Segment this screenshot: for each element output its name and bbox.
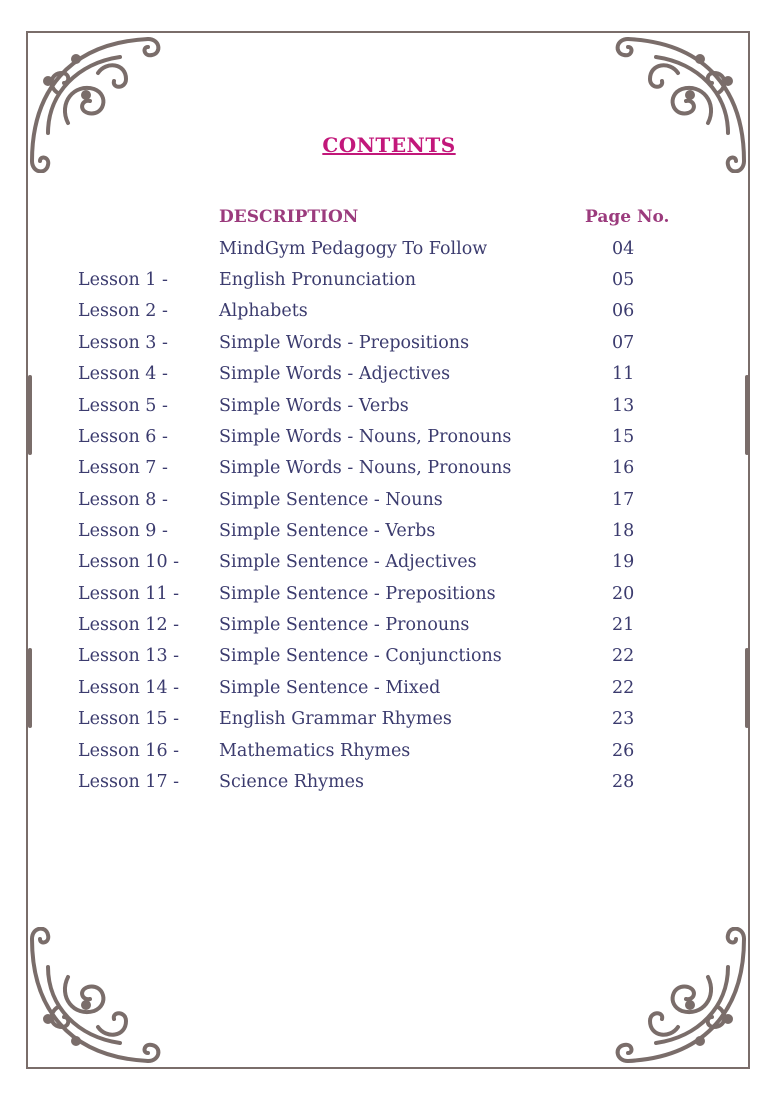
swirl-ornament-icon [28, 927, 168, 1067]
page-border [26, 31, 750, 1069]
contents-row [0, 427, 778, 455]
lesson-description: MindGym Pedagogy To Follow [219, 239, 488, 259]
lesson-description: English Grammar Rhymes [219, 709, 452, 729]
lesson-label: Lesson 11 - [78, 584, 180, 604]
page-number: 28 [612, 772, 635, 792]
contents-row [0, 490, 778, 518]
lesson-description: Simple Words - Adjectives [219, 364, 451, 384]
lesson-label: Lesson 10 - [78, 552, 180, 572]
contents-row [0, 239, 778, 267]
page-number: 21 [612, 615, 635, 635]
page-title: CONTENTS [322, 133, 456, 157]
lesson-label: Lesson 2 - [78, 301, 168, 321]
page-number: 16 [612, 458, 635, 478]
page-number: 13 [612, 396, 635, 416]
lesson-description: Simple Sentence - Pronouns [219, 615, 470, 635]
lesson-label: Lesson 9 - [78, 521, 168, 541]
lesson-description: Alphabets [219, 301, 308, 321]
contents-row [0, 301, 778, 329]
lesson-description: Simple Sentence - Nouns [219, 490, 443, 510]
lesson-description: English Pronunciation [219, 270, 417, 290]
lesson-description: Mathematics Rhymes [219, 741, 411, 761]
lesson-label: Lesson 15 - [78, 709, 180, 729]
contents-row [0, 646, 778, 674]
lesson-label: Lesson 1 - [78, 270, 168, 290]
lesson-description: Simple Sentence - Conjunctions [219, 646, 502, 666]
lesson-label: Lesson 12 - [78, 615, 180, 635]
contents-row [0, 709, 778, 737]
swirl-ornament-icon [608, 927, 748, 1067]
lesson-label: Lesson 7 - [78, 458, 168, 478]
lesson-description: Science Rhymes [219, 772, 364, 792]
contents-row [0, 741, 778, 769]
page-number: 07 [612, 333, 635, 353]
page-number: 15 [612, 427, 635, 447]
contents-row [0, 364, 778, 392]
lesson-label: Lesson 13 - [78, 646, 180, 666]
contents-row [0, 552, 778, 580]
page-number: 18 [612, 521, 635, 541]
page-number: 06 [612, 301, 635, 321]
contents-row [0, 584, 778, 612]
lesson-description: Simple Sentence - Mixed [219, 678, 441, 698]
contents-row [0, 333, 778, 361]
lesson-description: Simple Words - Prepositions [219, 333, 470, 353]
page-number: 23 [612, 709, 635, 729]
page-number: 19 [612, 552, 635, 572]
lesson-label: Lesson 16 - [78, 741, 180, 761]
page-number: 04 [612, 239, 635, 259]
page-number: 17 [612, 490, 635, 510]
contents-row [0, 772, 778, 800]
description-header: DESCRIPTION [219, 207, 359, 227]
page-number-header: Page No. [585, 207, 670, 227]
lesson-description: Simple Sentence - Prepositions [219, 584, 496, 604]
lesson-description: Simple Words - Nouns, Pronouns [219, 458, 512, 478]
page-number: 20 [612, 584, 635, 604]
contents-row [0, 678, 778, 706]
page-number: 26 [612, 741, 635, 761]
lesson-label: Lesson 14 - [78, 678, 180, 698]
page-number: 22 [612, 678, 635, 698]
contents-row [0, 458, 778, 486]
lesson-label: Lesson 17 - [78, 772, 180, 792]
lesson-label: Lesson 8 - [78, 490, 168, 510]
lesson-label: Lesson 3 - [78, 333, 168, 353]
lesson-description: Simple Words - Nouns, Pronouns [219, 427, 512, 447]
page-number: 05 [612, 270, 635, 290]
page-number: 11 [612, 364, 635, 384]
lesson-description: Simple Words - Verbs [219, 396, 409, 416]
page-number: 22 [612, 646, 635, 666]
lesson-description: Simple Sentence - Verbs [219, 521, 436, 541]
lesson-description: Simple Sentence - Adjectives [219, 552, 477, 572]
contents-row [0, 615, 778, 643]
lesson-label: Lesson 6 - [78, 427, 168, 447]
lesson-label: Lesson 5 - [78, 396, 168, 416]
lesson-label: Lesson 4 - [78, 364, 168, 384]
contents-row [0, 270, 778, 298]
contents-row [0, 396, 778, 424]
contents-row [0, 521, 778, 549]
